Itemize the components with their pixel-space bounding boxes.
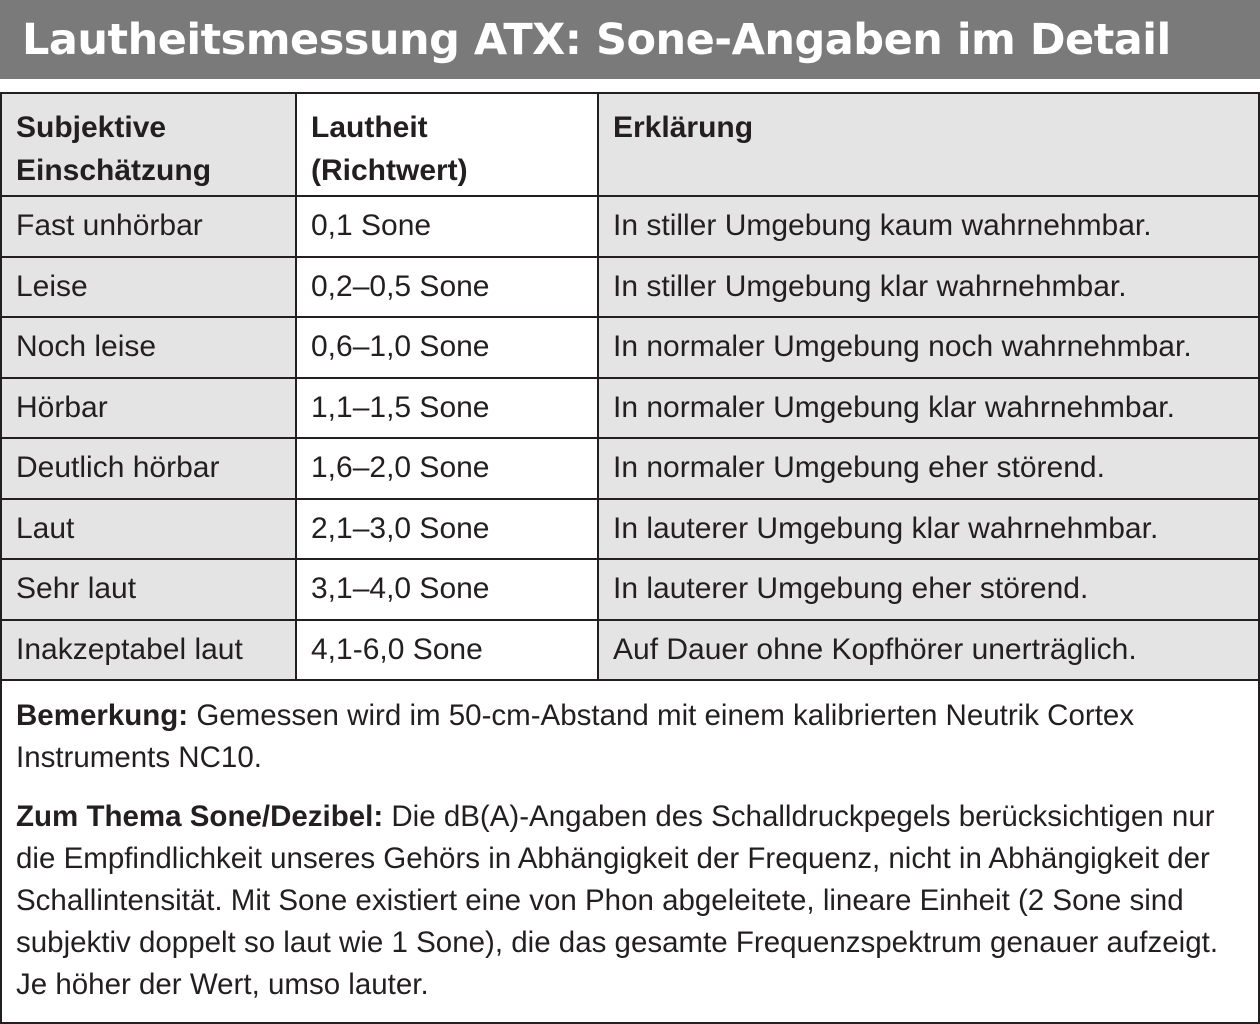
table-row [2, 257, 1258, 318]
cell-assessment: Leise [2, 257, 296, 318]
cell-assessment: Fast unhörbar [2, 196, 296, 257]
cell-explanation: In lauterer Umgebung eher störend. [598, 559, 1258, 620]
header-loudness-line1: Lautheit [311, 111, 428, 144]
cell-explanation: In normaler Umgebung klar wahrnehmbar. [598, 378, 1258, 439]
table-header-row [2, 94, 1258, 196]
header-assessment-line2: Einschätzung [16, 154, 212, 187]
topic-paragraph [16, 796, 1238, 1006]
remark-paragraph [16, 695, 1238, 779]
header-loudness [296, 94, 598, 196]
header-assessment-line1: Subjektive [16, 111, 167, 144]
cell-explanation: In normaler Umgebung eher störend. [598, 438, 1258, 499]
table-row [2, 438, 1258, 499]
cell-assessment: Laut [2, 499, 296, 560]
table-body [2, 196, 1258, 680]
notes [2, 681, 1258, 1006]
cell-loudness: 1,6–2,0 Sone [296, 438, 598, 499]
cell-loudness: 3,1–4,0 Sone [296, 559, 598, 620]
header-explanation: Erklärung [598, 94, 1258, 196]
topic-text: Die dB(A)-Angaben des Schalldruckpegels berücksichtigen nur die Empfindlichkeit unseres Gehörs in Abhängigkeit der Frequenz, nicht in Abhängigkeit der Schallintensität. Mit Sone existiert eine von Phon abgeleitete, lineare Einheit (2 Sone sind subjektiv doppelt so laut wie 1 Sone), die das gesamte Frequenzspektrum genauer aufzeigt. Je höher der Wert, umso lauter. [16, 800, 1219, 1001]
cell-assessment: Hörbar [2, 378, 296, 439]
cell-loudness: 4,1-6,0 Sone [296, 620, 598, 681]
remark-label: Bemerkung: [16, 699, 189, 732]
cell-explanation: In stiller Umgebung kaum wahrnehmbar. [598, 196, 1258, 257]
cell-loudness: 0,1 Sone [296, 196, 598, 257]
page-title: Lautheitsmessung ATX: Sone-Angaben im Detail [22, 14, 1171, 65]
cell-explanation: In lauterer Umgebung klar wahrnehmbar. [598, 499, 1258, 560]
cell-loudness: 0,6–1,0 Sone [296, 317, 598, 378]
table-row [2, 620, 1258, 681]
cell-loudness: 1,1–1,5 Sone [296, 378, 598, 439]
cell-assessment: Deutlich hörbar [2, 438, 296, 499]
remark-text: Gemessen wird im 50-cm-Abstand mit einem kalibrierten Neutrik Cortex Instruments NC10. [16, 699, 1135, 774]
table-row [2, 499, 1258, 560]
cell-assessment: Sehr laut [2, 559, 296, 620]
loudness-table [2, 94, 1258, 681]
cell-loudness: 0,2–0,5 Sone [296, 257, 598, 318]
table-row [2, 559, 1258, 620]
cell-explanation: In normaler Umgebung noch wahrnehmbar. [598, 317, 1258, 378]
loudness-box [0, 92, 1260, 1024]
cell-assessment: Noch leise [2, 317, 296, 378]
header-loudness-line2: (Richtwert) [311, 154, 468, 187]
topic-label: Zum Thema Sone/Dezibel: [16, 800, 384, 833]
header-assessment [2, 94, 296, 196]
title-bar [0, 0, 1260, 79]
cell-loudness: 2,1–3,0 Sone [296, 499, 598, 560]
cell-assessment: Inakzeptabel laut [2, 620, 296, 681]
cell-explanation: Auf Dauer ohne Kopfhörer unerträglich. [598, 620, 1258, 681]
table-row [2, 196, 1258, 257]
table-row [2, 317, 1258, 378]
table-row [2, 378, 1258, 439]
cell-explanation: In stiller Umgebung klar wahrnehmbar. [598, 257, 1258, 318]
